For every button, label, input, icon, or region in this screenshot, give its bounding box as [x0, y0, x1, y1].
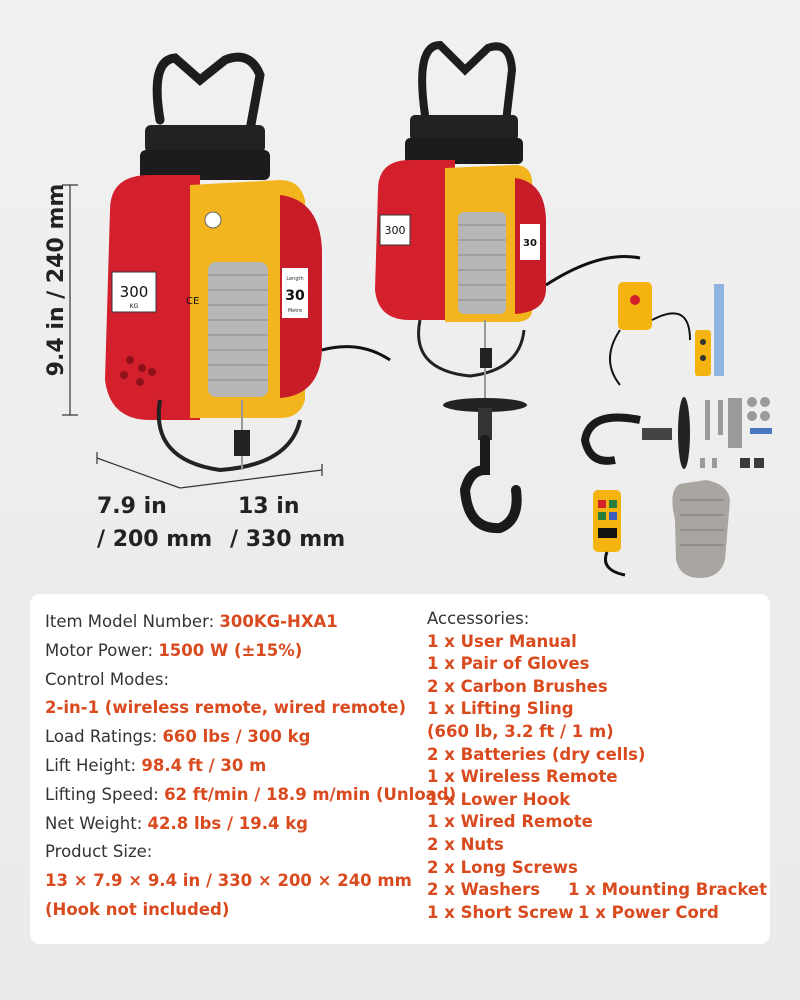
accessory-item: 2 x Nuts — [427, 834, 504, 854]
width-dimension-mm: / 330 mm — [230, 527, 346, 552]
accessories-illustration — [585, 282, 772, 578]
height-dimension: 9.4 in / 240 mm — [44, 183, 69, 377]
spec-control-modes: Control Modes: — [45, 669, 169, 689]
accessory-item: 2 x Batteries (dry cells) — [427, 744, 646, 764]
accessories-title: Accessories: — [427, 609, 530, 628]
svg-text:KG: KG — [129, 303, 139, 310]
accessory-item: 2 x Washers — [427, 880, 541, 900]
accessory-item: 1 x Short Screw — [427, 902, 574, 922]
spec-control-modes-value: 2-in-1 (wireless remote, wired remote) — [45, 698, 407, 718]
spec-product-size-note: (Hook not included) — [45, 899, 230, 919]
specs-card — [30, 594, 770, 944]
gloves-icon — [672, 480, 730, 578]
spec-motor-power: Motor Power: 1500 W (±15%) — [45, 640, 303, 660]
mounting-bracket-icon — [678, 397, 690, 469]
wireless-remote-icon — [593, 490, 621, 552]
svg-text:Length: Length — [286, 276, 304, 282]
accessory-item: 1 x User Manual — [427, 631, 577, 651]
svg-text:30: 30 — [285, 288, 305, 304]
spec-net-weight: Net Weight: 42.8 lbs / 19.4 kg — [45, 813, 308, 833]
capacity-label-right: 300 — [384, 224, 406, 237]
accessory-item: 1 x Power Cord — [578, 902, 719, 922]
hoist-right — [375, 45, 640, 528]
hoist-left — [105, 57, 390, 470]
specifications-list — [45, 608, 457, 925]
lower-hook-icon — [585, 418, 640, 461]
width-dimension-in: 13 in — [238, 494, 300, 519]
accessory-item: 2 x Carbon Brushes — [427, 676, 608, 696]
accessory-item: 1 x Pair of Gloves — [427, 654, 590, 674]
svg-text:Metre: Metre — [287, 308, 303, 314]
accessories-list — [427, 608, 767, 924]
spec-lifting-speed: Lifting Speed: 62 ft/min / 18.9 m/min (Unload) — [45, 784, 457, 804]
spec-lift-height: Lift Height: 98.4 ft / 30 m — [45, 755, 267, 775]
accessory-item: 1 x Wired Remote — [427, 812, 593, 832]
accessory-pair-row — [427, 879, 767, 902]
accessory-item: 1 x Lower Hook — [427, 789, 571, 809]
depth-dimension-in: 7.9 in — [97, 494, 167, 519]
accessory-item: 1 x Mounting Bracket — [568, 880, 767, 900]
capacity-label-left: 300 — [119, 283, 149, 301]
spec-load-ratings: Load Ratings: 660 lbs / 300 kg — [45, 727, 311, 747]
hardware-icons — [700, 397, 772, 468]
accessory-item: 1 x Wireless Remote — [427, 767, 618, 787]
spec-product-size: Product Size: — [45, 842, 153, 862]
wired-remote-icon — [618, 282, 652, 330]
accessory-item: (660 lb, 3.2 ft / 1 m) — [427, 721, 614, 741]
accessory-pair-row — [427, 902, 767, 925]
accessory-item: 2 x Long Screws — [427, 857, 578, 877]
accessory-item: 1 x Lifting Sling — [427, 699, 574, 719]
ce-mark: CE — [186, 296, 200, 307]
svg-text:30: 30 — [523, 238, 537, 249]
spec-product-size-value: 13 × 7.9 × 9.4 in / 330 × 200 × 240 mm — [45, 871, 412, 891]
spec-model: Item Model Number: 300KG-HXA1 — [45, 612, 338, 631]
lifting-sling-icon — [714, 284, 724, 376]
depth-dimension-mm: / 200 mm — [97, 527, 213, 552]
